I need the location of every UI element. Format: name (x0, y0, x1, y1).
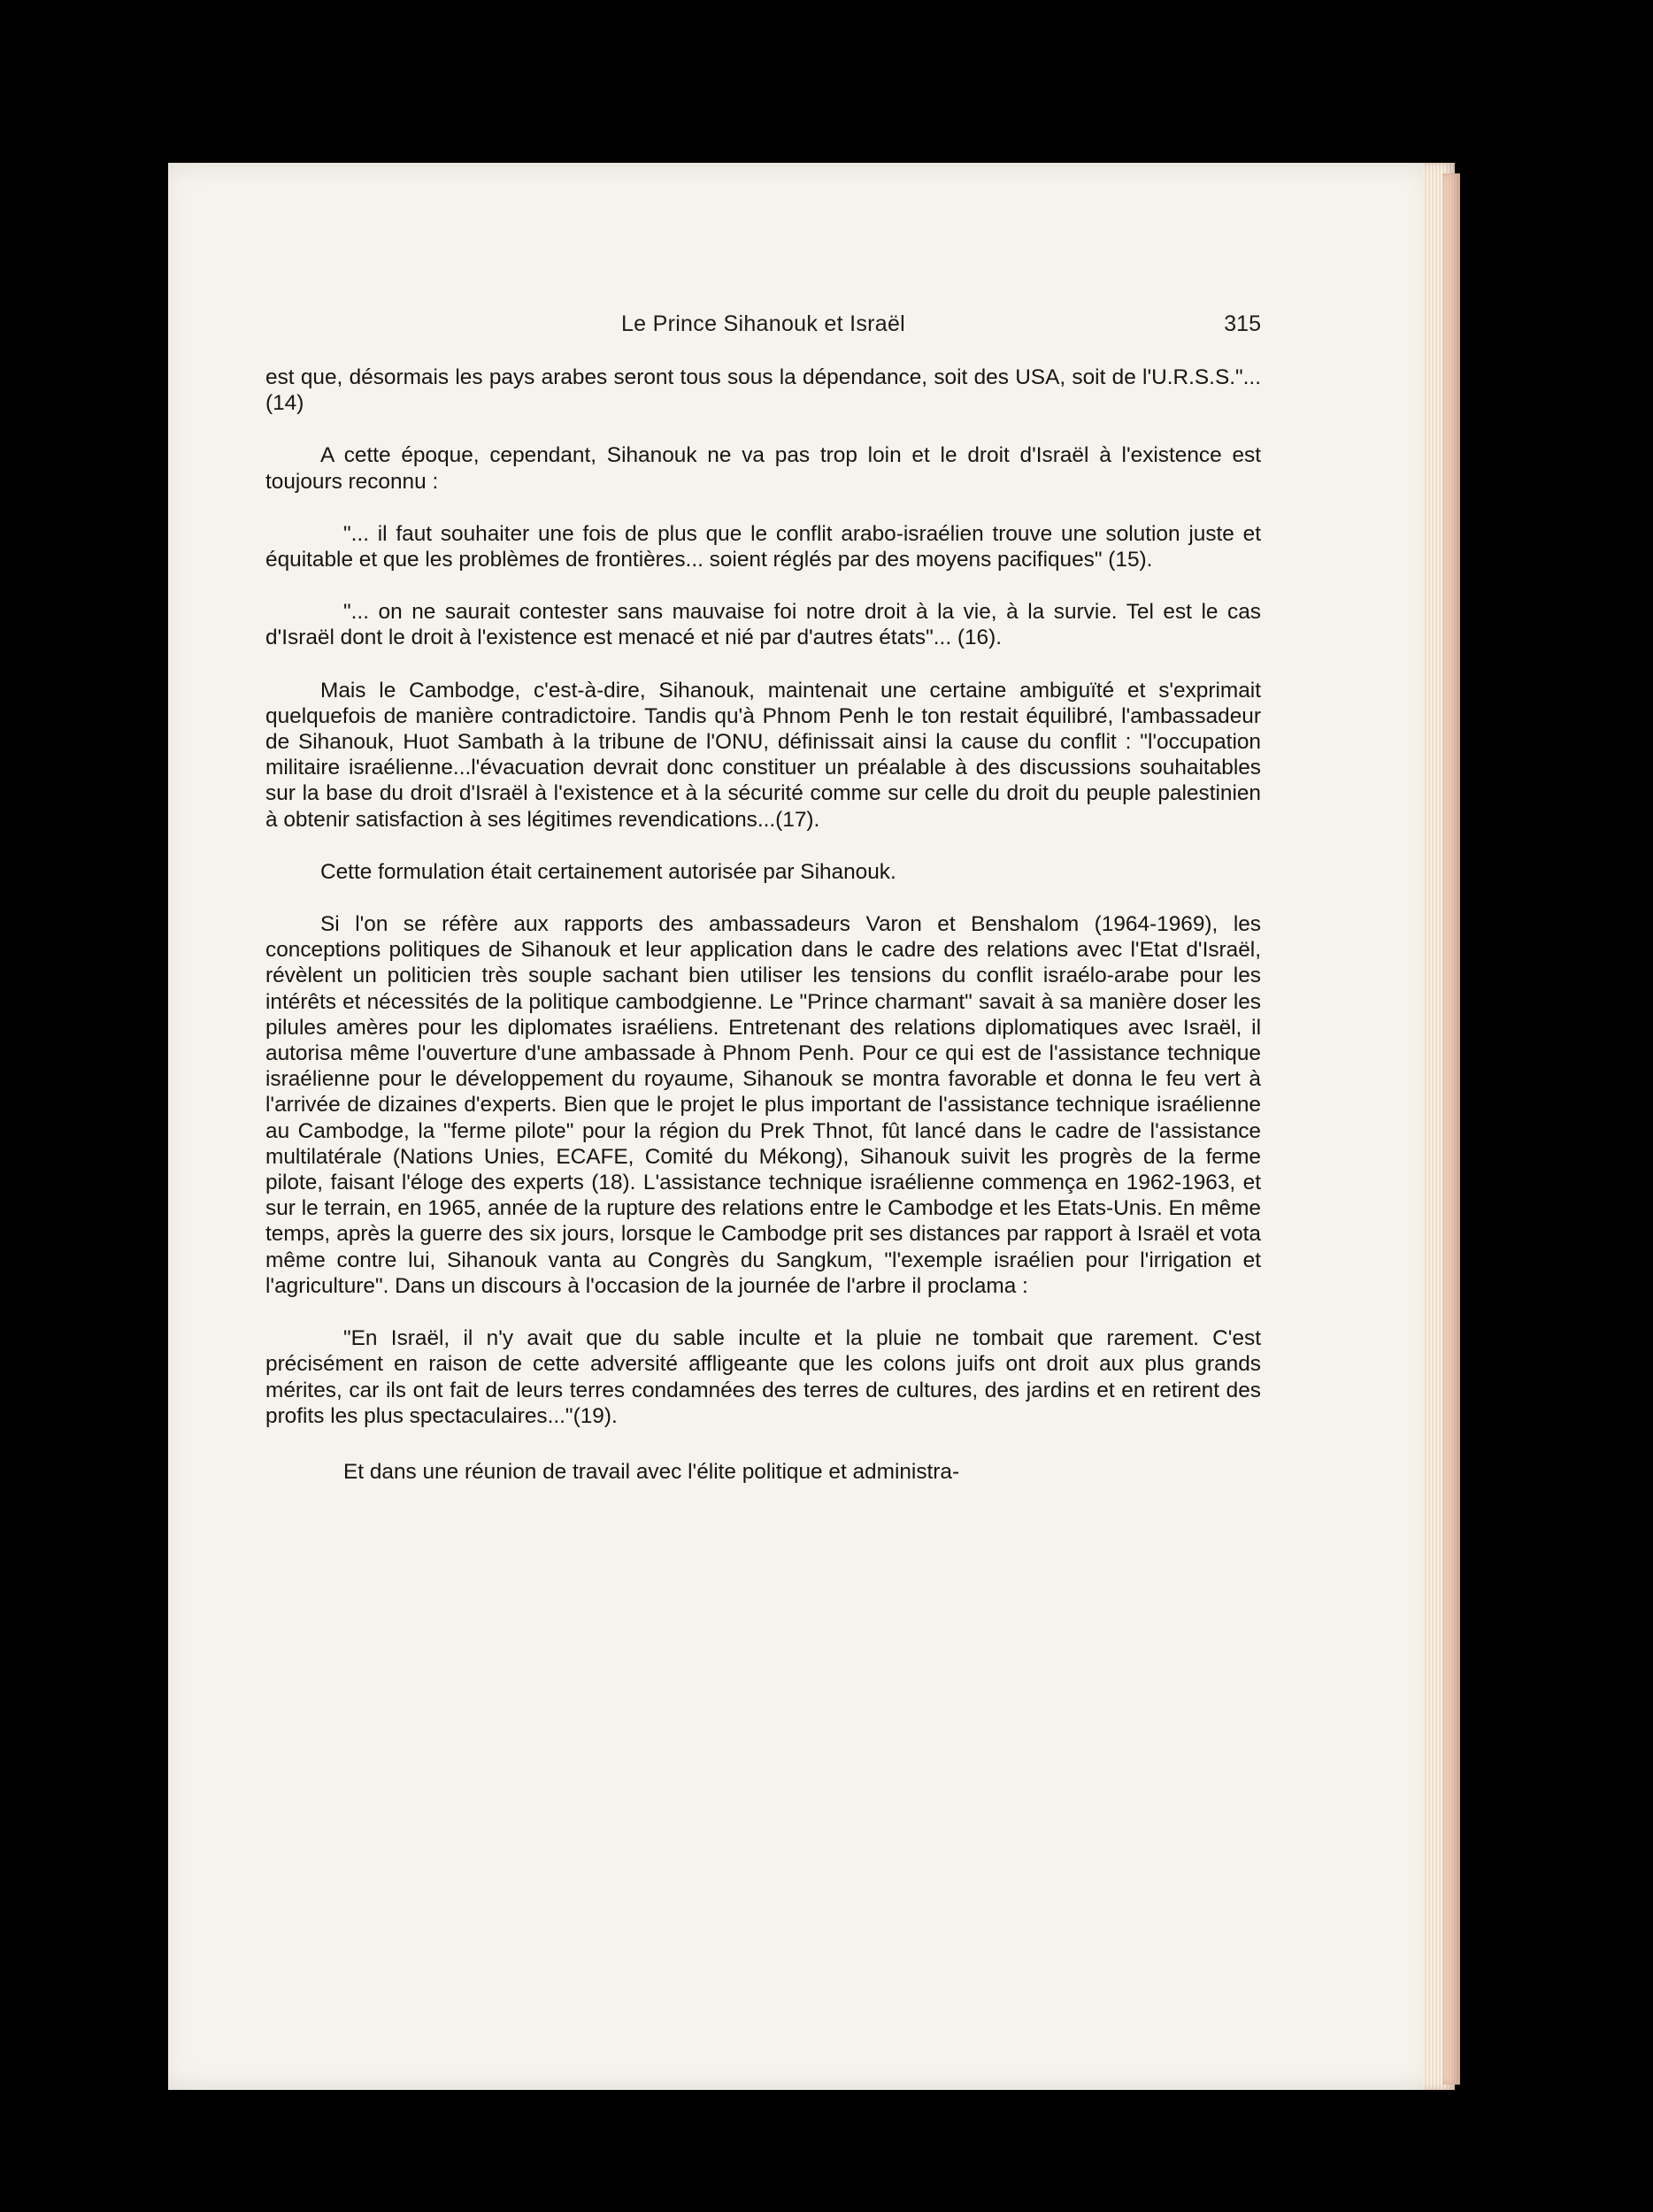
running-header (265, 311, 1261, 347)
quote-1: "... il faut souhaiter une fois de plus que le conflit arabo-israélien trouve une solution juste et équitable et que les problèmes de frontières... soient réglés par des moyens pacifiques" (15). (265, 521, 1261, 572)
paragraph-3: Mais le Cambodge, c'est-à-dire, Sihanouk, maintenait une certaine ambiguïté et s'exprimait quelquefois de manière contradictoire. Tandis qu'à Phnom Penh le ton restait équilibré, l'ambassadeur de Sihanouk, Huot Sambath à la tribune de l'ONU, définissait ainsi la cause du conflit : "l'occupation militaire israélienne...l'évacuation devrait donc constituer un préalable à des discussions souhaitables sur la base du droit d'Israël à l'existence et à la sécurité comme sur celle du droit du peuple palestinien à obtenir satisfaction à ses légitimes revendications...(17). (265, 678, 1261, 832)
quote-3: "En Israël, il n'y avait que du sable inculte et la pluie ne tombait que rarement. C'est précisément en raison de cette adversité affligeante que les colons juifs ont droit aux plus grands mérites, car ils ont fait de leurs terres condamnées des terres de cultures, des jardins et en retirent des profits les plus spectaculaires..."(19). (265, 1326, 1261, 1428)
paragraph-4: Cette formulation était certainement autorisée par Sihanouk. (320, 859, 896, 884)
page-number: 315 (1224, 311, 1261, 336)
paragraph-5: Si l'on se réfère aux rapports des ambassadeurs Varon et Benshalom (1964-1969), les conceptions politiques de Sihanouk et leur application dans le cadre des relations avec l'Etat d'Israël, révèlent un politicien très souple sachant bien utiliser les tensions du conflit israélo-arabe pour les intérêts et nécessités de la politique cambodgienne. Le "Prince charmant" savait à sa manière doser les pilules amères pour les diplomates israéliens. Entretenant des relations diplomatiques avec Israël, il autorisa même l'ouverture d'une ambassade à Phnom Penh. Pour ce qui est de l'assistance technique israélienne pour le développement du royaume, Sihanouk se montra favorable et donna le feu vert à l'arrivée de dizaines d'experts. Bien que le projet le plus important de l'assistance technique israélienne au Cambodge, la "ferme pilote" pour la région du Prek Thnot, fût lancé dans le cadre de l'assistance multilatérale (Nations Unies, ECAFE, Comité du Mékong), Sihanouk suivit les progrès de la ferme pilote, faisant l'éloge des experts (18). L'assistance technique israélienne commença en 1962-1963, et sur le terrain, en 1965, année de la rupture des relations entre le Cambodge et les Etats-Unis. En même temps, après la guerre des six jours, lorsque le Cambodge prit ses distances par rapport à Israël et vota même contre lui, Sihanouk vanta au Congrès du Sangkum, "l'exemple israélien pour l'irrigation et l'agriculture". Dans un discours à l'occasion de la journée de l'arbre il proclama : (265, 912, 1261, 1298)
quote-2: "... on ne saurait contester sans mauvaise foi notre droit à la vie, à la survie. Tel est le cas d'Israël dont le droit à l'existence est menacé et nié par d'autres états"... (16). (265, 600, 1261, 650)
paragraph-1: est que, désormais les pays arabes seront tous sous la dépendance, soit des USA, soit de l'U.R.S.S."... (14) (265, 365, 1261, 416)
page-edges-outer (1442, 173, 1460, 2085)
paragraph-2: A cette époque, cependant, Sihanouk ne va pas trop loin et le droit d'Israël à l'existence est toujours reconnu : (265, 443, 1261, 494)
paragraph-6: Et dans une réunion de travail avec l'élite politique et administra- (343, 1459, 960, 1484)
body-text (265, 365, 1261, 1485)
running-title: Le Prince Sihanouk et Israël (620, 311, 906, 336)
